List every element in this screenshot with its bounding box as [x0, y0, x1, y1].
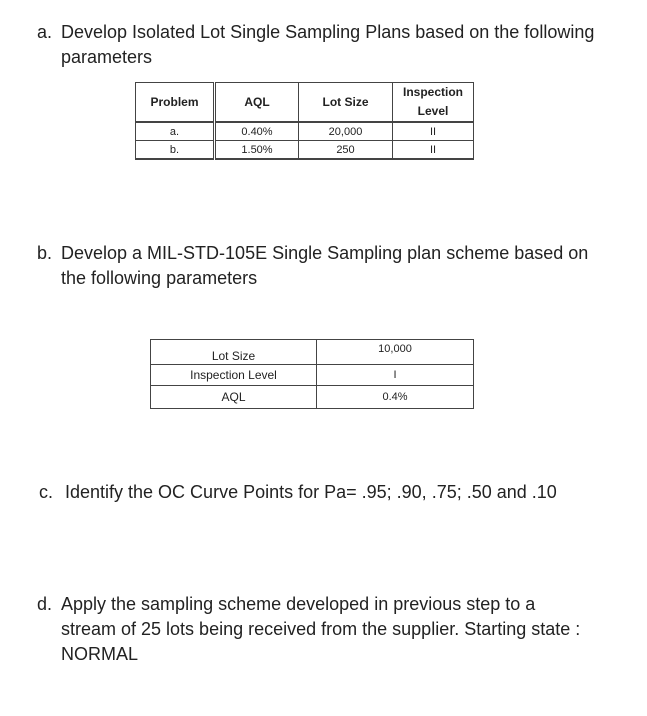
- header-level: Level: [417, 104, 449, 118]
- value-inspection-level: I: [317, 365, 474, 386]
- table-row: [151, 386, 474, 409]
- question-a: [37, 20, 594, 70]
- cell-lot-size: 250: [299, 141, 393, 160]
- header-problem: Problem: [136, 83, 215, 123]
- header-aql: AQL: [215, 83, 299, 123]
- question-c-label: c.: [39, 482, 54, 502]
- label-inspection-level: Inspection Level: [151, 365, 317, 386]
- question-c: [39, 480, 557, 505]
- value-lot-size: 10,000: [317, 340, 474, 365]
- question-b: [37, 241, 588, 291]
- cell-level: II: [393, 122, 474, 141]
- cell-aql: 1.50%: [215, 141, 299, 160]
- cell-aql: 0.40%: [215, 122, 299, 141]
- value-aql: 0.4%: [317, 386, 474, 409]
- table-row: [136, 122, 474, 141]
- cell-lot-size: 20,000: [299, 122, 393, 141]
- label-aql: AQL: [151, 386, 317, 409]
- question-c-text: Identify the OC Curve Points for Pa= .95; .90, .75; .50 and .10: [65, 482, 557, 502]
- table-row: [136, 141, 474, 160]
- table-header-row: [136, 83, 474, 123]
- question-b-line1: Develop a MIL-STD-105E Single Sampling plan scheme based on: [61, 243, 589, 263]
- cell-level: II: [393, 141, 474, 160]
- question-b-label: b.: [37, 243, 53, 263]
- question-b-line2: the following parameters: [61, 268, 258, 288]
- cell-problem: a.: [136, 122, 215, 141]
- header-lot-size: Lot Size: [299, 83, 393, 123]
- parameters-table-b: [150, 339, 474, 409]
- label-lot-size: Lot Size: [151, 340, 317, 365]
- question-d-line3: NORMAL: [61, 644, 139, 664]
- table-row: [151, 365, 474, 386]
- question-a-line1: Develop Isolated Lot Single Sampling Plans based on the following: [61, 22, 595, 42]
- cell-problem: b.: [136, 141, 215, 160]
- question-a-line2: parameters: [61, 47, 153, 67]
- parameters-table-a: [135, 82, 474, 160]
- table-row: [151, 340, 474, 365]
- question-d-line1: Apply the sampling scheme developed in previous step to a: [61, 594, 536, 614]
- header-inspection: Inspection: [402, 85, 463, 99]
- question-d-label: d.: [37, 594, 53, 614]
- question-a-label: a.: [37, 22, 53, 42]
- header-inspection-level: [393, 83, 474, 123]
- question-d: [37, 592, 580, 667]
- question-d-line2: stream of 25 lots being received from the supplier. Starting state :: [61, 619, 581, 639]
